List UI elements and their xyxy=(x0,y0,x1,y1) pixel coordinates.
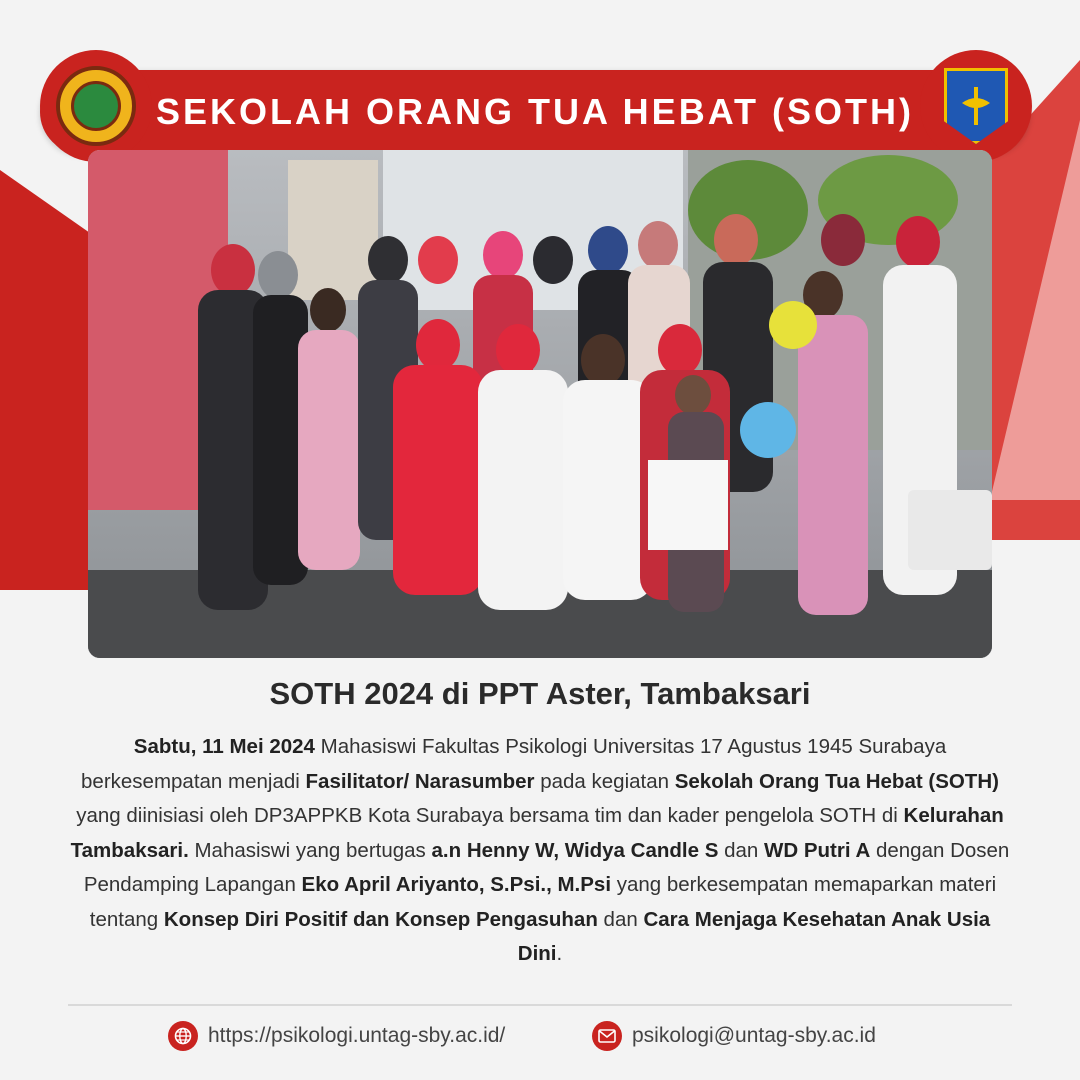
email-link[interactable]: psikologi@untag-sby.ac.id xyxy=(632,1024,876,1047)
body-text-bold: Kelurahan Tambaksari. xyxy=(70,804,1004,862)
university-logo xyxy=(40,50,152,162)
body-text-run: yang diinisiasi oleh DP3APPKB Kota Surabaya bersama tim dan kader pengelola SOTH di xyxy=(76,804,904,827)
city-logo xyxy=(920,50,1032,162)
caption-title: SOTH 2024 di PPT Aster, Tambaksari xyxy=(269,676,811,711)
body-text-run: yang berkesempatan memaparkan materi tentang xyxy=(89,873,997,931)
body-text-run: Mahasiswi Fakultas Psikologi Universitas 17 Agustus 1945 Surabaya berkesempatan menjadi xyxy=(81,735,947,793)
website-link[interactable]: https://psikologi.untag-sby.ac.id/ xyxy=(208,1024,506,1047)
mail-icon xyxy=(592,1021,622,1051)
footer-divider xyxy=(68,1004,1012,1006)
website-contact[interactable] xyxy=(168,1021,505,1051)
email-contact[interactable] xyxy=(592,1021,876,1051)
body-text-run: . xyxy=(556,942,563,965)
body-text-bold: Konsep Diri Positif dan Konsep Pengasuhan xyxy=(163,907,598,931)
body-text-bold: Sabtu, 11 Mei 2024 xyxy=(133,735,315,758)
description-paragraph xyxy=(70,730,1010,972)
group-photo xyxy=(88,150,992,658)
body-text-bold: WD Putri A xyxy=(763,838,871,862)
body-text-run: dan xyxy=(597,907,644,931)
city-shield-icon xyxy=(944,68,1008,144)
body-text-run: dan xyxy=(718,838,764,862)
body-text-run: dengan Dosen Pendamping Lapangan xyxy=(83,838,1010,896)
body-text-bold: Eko April Ariyanto, S.Psi., M.Psi xyxy=(301,873,612,896)
body-text-bold: Fasilitator/ Narasumber xyxy=(305,769,535,793)
university-seal-icon xyxy=(56,66,136,146)
body-text-run: Mahasiswi yang bertugas xyxy=(188,838,432,862)
page-title: SEKOLAH ORANG TUA HEBAT (SOTH) xyxy=(156,91,914,132)
globe-icon xyxy=(168,1021,198,1051)
header-banner xyxy=(40,70,1030,154)
body-text-bold: Cara Menjaga Kesehatan Anak Usia Dini xyxy=(517,907,991,965)
body-text-bold: a.n Henny W, Widya Candle S xyxy=(431,838,719,862)
body-text-run: pada kegiatan xyxy=(534,769,675,793)
body-text-bold: Sekolah Orang Tua Hebat (SOTH) xyxy=(674,769,999,793)
